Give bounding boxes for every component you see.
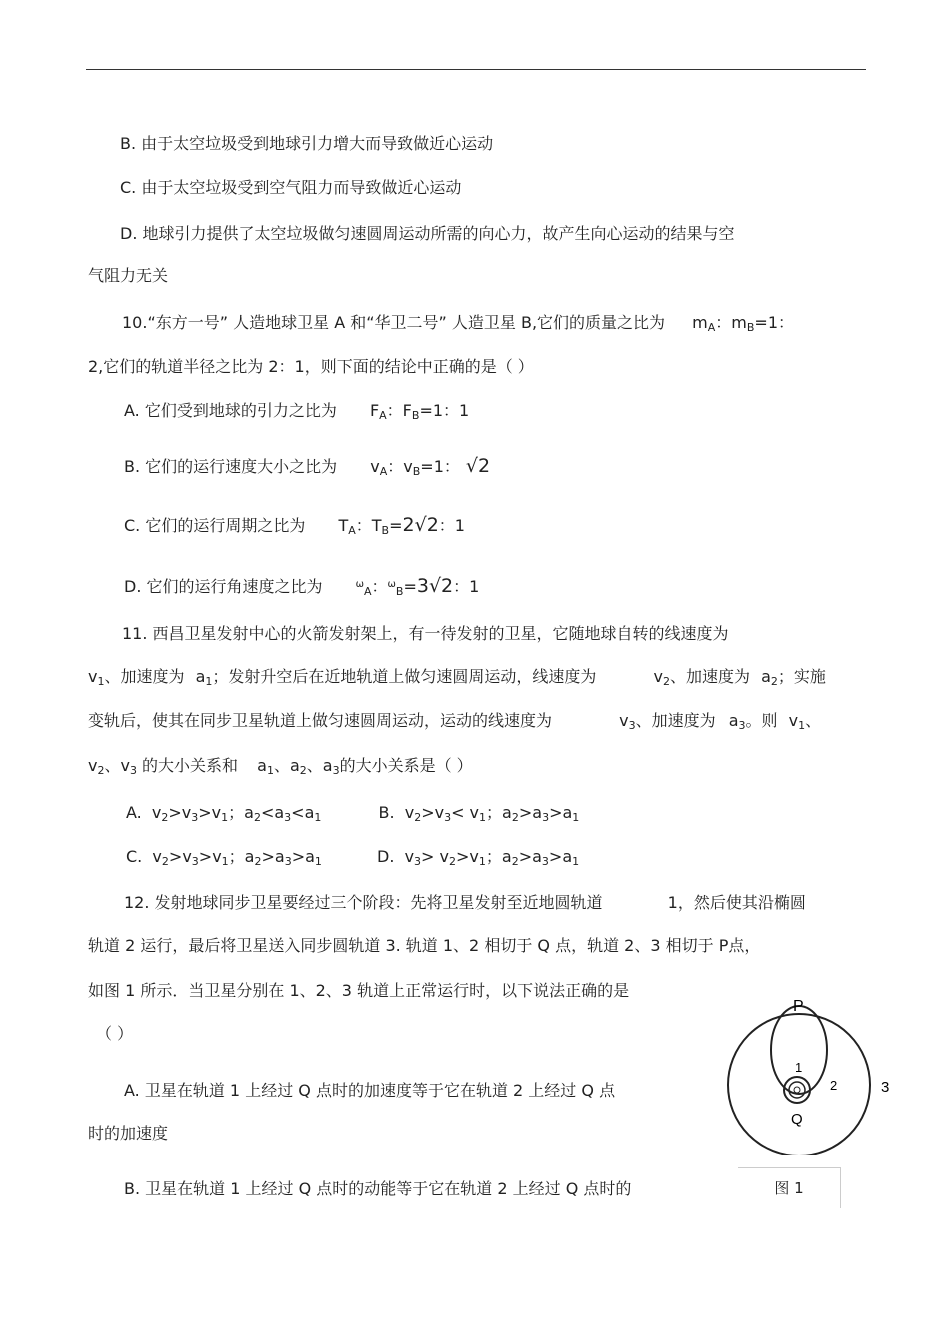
q12-option-a-line2: 时的加速度 — [88, 1124, 169, 1143]
label-3: 3 — [881, 1079, 890, 1096]
earth-icon — [789, 1082, 805, 1098]
q12-stem-line1: 12. 发射地球同步卫星要经过三个阶段：先将卫星发射至近地圆轨道 1，然后使其沿椭圆 — [124, 893, 806, 912]
q10-option-c: C. 它们的运行周期之比为 $T_A$：$T_B=2√2$：1 — [124, 514, 465, 537]
q11-options-cd: C. $v_2>v_3>v_1$；$a_2>a_3>a_1$ D. $v_3> v_2>v_1$；$a_2>a_3>a_1$ — [126, 847, 580, 868]
q10-option-a: A. 它们受到地球的引力之比为 $F_A$：$F_B=1$：1 — [124, 401, 470, 422]
q12-stem-line3: 如图 1 所示．当卫星分别在 1、2、3 轨道上正常运行时，以下说法正确的是 — [88, 981, 630, 1000]
option-d-line: D. 地球引力提供了太空垃圾做匀速圆周运动所需的向心力，故产生向心运动的结果与空 — [120, 224, 735, 243]
option-b-line: B. 由于太空垃圾受到地球引力增大而导致做近心运动 — [120, 134, 494, 153]
q10-stem-line1: 10.“东方一号” 人造地球卫星 A 和“华卫二号” 人造卫星 B,它们的质量之比为 $m_A$：$m_B=1$： — [122, 313, 794, 334]
earth-core-icon — [794, 1087, 800, 1093]
q11-stem-line4: $v_2$、$v_3$ 的大小关系和 $a_1$、$a_2$、$a_3$的大小关系是（ ） — [88, 756, 473, 777]
q11-stem-line2: $v_1$、加速度为 $a_1$；发射升空后在近地轨道上做匀速圆周运动，线速度为 $v_2$、加速度为 $a_2$；实施 — [88, 667, 826, 688]
option-c-line: C. 由于太空垃圾受到空气阻力而导致做近心运动 — [120, 178, 462, 197]
label-q: Q — [791, 1111, 803, 1128]
q11-options-ab: A. $v_2>v_3>v_1$；$a_2<a_3<a_1$ B. $v_2>v_3< v_1$；$a_2>a_3>a_1$ — [126, 803, 580, 824]
orbit-3-circle — [728, 1014, 870, 1155]
label-p: P — [793, 998, 804, 1015]
label-1: 1 — [795, 1060, 803, 1075]
header-rule — [86, 69, 866, 70]
q11-stem-line1: 11. 西昌卫星发射中心的火箭发射架上，有一待发射的卫星，它随地球自转的线速度为 — [122, 624, 729, 643]
orbit-figure — [724, 995, 904, 1155]
option-d-continuation: 气阻力无关 — [88, 266, 169, 285]
q10-stem-line2: 2,它们的轨道半径之比为 2：1，则下面的结论中正确的是（ ） — [88, 357, 534, 376]
q11-stem-line3: 变轨后，使其在同步卫星轨道上做匀速圆周运动，运动的线速度为 $v_3$、加速度为 $a_3$。则 $v_1$、 — [88, 711, 822, 732]
q12-option-a-line1: A. 卫星在轨道 1 上经过 Q 点时的加速度等于它在轨道 2 上经过 Q 点 — [124, 1081, 616, 1100]
speed-ratio: $v_A$：$v_B=1$： √2 — [370, 455, 491, 478]
q10-option-d: D. 它们的运行角速度之比为 $^\omega_A$：$^\omega_B$=3√2：1 — [124, 575, 480, 598]
orbit-2-ellipse — [771, 1006, 827, 1094]
q10-option-b: B. 它们的运行速度大小之比为 $v_A$：$v_B=1$： √2 — [124, 455, 491, 478]
figure-caption: 图 1 — [738, 1167, 841, 1208]
force-ratio: $F_A$：$F_B=1$：1 — [369, 401, 470, 422]
q12-option-b-line1: B. 卫星在轨道 1 上经过 Q 点时的动能等于它在轨道 2 上经过 Q 点时的 — [124, 1179, 632, 1198]
period-ratio: $T_A$：$T_B=2√2$：1 — [338, 514, 465, 537]
angular-speed-ratio: $^\omega_A$：$^\omega_B$=3√2：1 — [355, 575, 480, 598]
mass-ratio: $m_A$：$m_B=1$： — [692, 313, 794, 334]
q12-answer-paren: （ ） — [96, 1024, 134, 1043]
label-2: 2 — [830, 1078, 838, 1093]
q12-stem-line2: 轨道 2 运行，最后将卫星送入同步圆轨道 3. 轨道 1、2 相切于 Q 点，轨道 2、3 相切于 P点， — [88, 936, 761, 955]
